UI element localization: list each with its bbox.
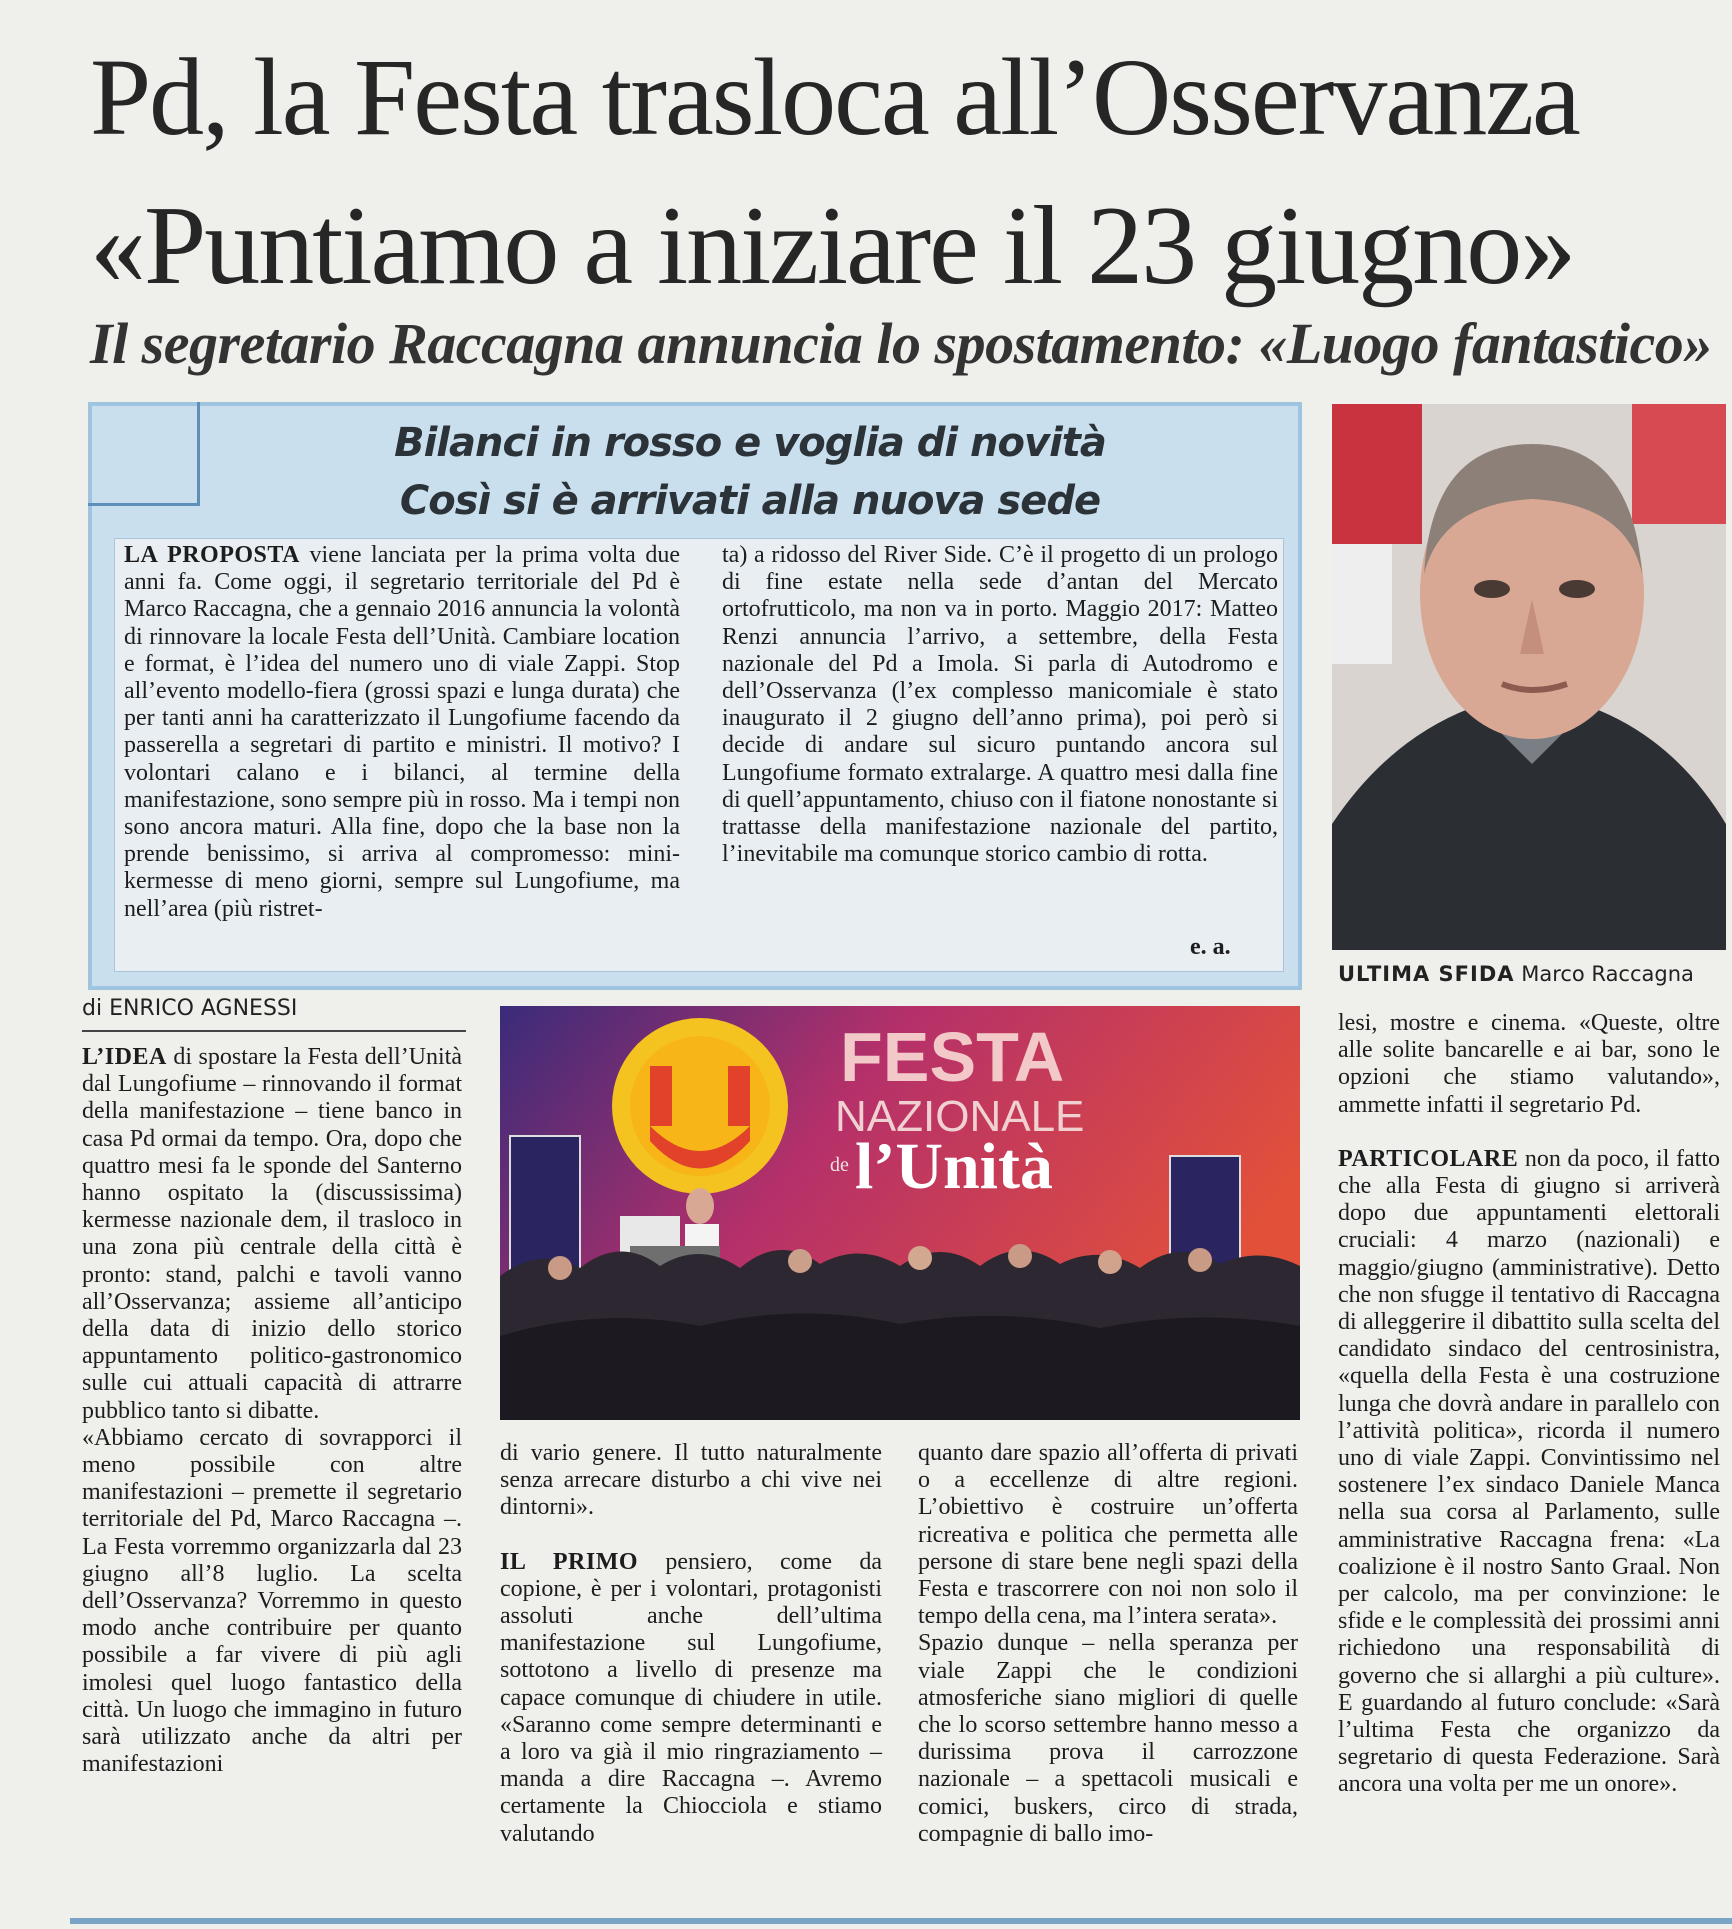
- paragraph-text: di spostare la Festa dell’Unità dal Lungofiume – rinnovando il format della manifestazione – tiene banco in casa Pd ormai da tempo. Ora, dopo che quattro mesi fa le sponde del Santerno hanno ospitato la (discussissima) kermesse nazionale dem, il trasloco in una zona più centrale della città è pronto: stand, palchi e tavoli vanno all’Osservanza; assieme all’anticipo della data di inizio dello storico appuntamento politico-gastronomico sulle cui attuali capacità di attrarre pubblico tanto si dibatte.: [82, 1044, 462, 1424]
- article-column-a: [82, 1044, 462, 1778]
- box-title-line-2: Così si è arrivati alla nuova sede: [399, 478, 1101, 524]
- box-title-line-1: Bilanci in rosso e voglia di novità: [394, 420, 1106, 466]
- lead-word: L’IDEA: [82, 1044, 167, 1070]
- paragraph-text: non da poco, il fatto che alla Festa di giugno si arriverà dopo due appuntamenti elettorali cruciali: 4 marzo (nazionali) e maggio/giugno (amministrative). Detto che non sfugge il tentativo di Raccagna di alleggerire il dibattito sulla scelta del candidato sindaco del centrosinistra, «quella della Festa è una costruzione lunga che dovrà andare in parallelo con l’attività politica», ricorda il numero uno di viale Zappi. Convintissimo nel sostenere l’ex sindaco Daniele Manca nella sua corsa al Parlamento, sulle amministrative Raccagna frena: «La coalizione è il nostro Santo Graal. Non per calcolo, ma per convinzione: le sfide e le complessità dei prossimi anni richiedono una responsabilità di governo che si allarghi a più culture». E guardando al futuro conclude: «Sarà l’ultima Festa che organizzo da segretario di questa Federazione. Sarà ancora una volta per me un onore».: [1338, 1145, 1720, 1798]
- article-column-d: [1338, 1010, 1720, 1799]
- photo-sign-de: de: [830, 1154, 849, 1176]
- paragraph-text: pensiero, come da copione, è per i volontari, protagonisti assoluti anche dell’ultima manifestazione sul Lungofiume, sottotono a livello di presenze ma capace comunque di chiudere in utile. «Saranno come sempre determinanti e a loro va già il mio ringraziamento – manda a dire Raccagna –. Avremo certamente la Chiocciola e stiamo valutando: [500, 1548, 882, 1847]
- paragraph: [82, 1044, 462, 1425]
- box-signature: e. a.: [1190, 934, 1231, 960]
- byline: di ENRICO AGNESSI: [82, 996, 298, 1021]
- paragraph: «Abbiamo cercato di sovrapporci il meno possibile con altre manifestazioni – premette il segretario territoriale del Pd, Marco Raccagna –. La Festa vorremmo organizzarla dal 23 giugno all’8 luglio. La scelta dell’Osservanza? Vorremmo in questo modo anche contribuire per quanto possibile a far vivere di più agli imolesi quel luogo fantastico della città. Un luogo che immagino in futuro sarà utilizzato anche da altri per manifestazioni: [82, 1424, 462, 1778]
- byline-rule: [82, 1030, 466, 1032]
- headline-line-2: «Puntiamo a iniziare il 23 giugno»: [90, 184, 1575, 308]
- photo-sign-nazionale: NAZIONALE: [835, 1092, 1085, 1141]
- paragraph: [500, 1549, 882, 1848]
- headline-line-1: Pd, la Festa trasloca all’Osservanza: [90, 36, 1579, 158]
- box-lead-word: LA PROPOSTA: [124, 542, 300, 568]
- box-column-2: ta) a ridosso del River Side. C’è il progetto di un prologo di fine estate nella sede d’antan del Mercato ortofrutticolo, ma non va in porto. Maggio 2017: Matteo Renzi annuncia l’arrivo, a settembre, della Festa nazionale del Pd a Imola. Si parla di Autodromo e dell’Osservanza (l’ex complesso manicomiale è stato inaugurato il 2 giugno dell’anno prima), poi però si decide di andare sul sicuro puntando ancora sul Lungofiume formato extralarge. A quattro mesi dalla fine di quell’appuntamento, chiuso con il fiatone nonostante si trattasse della manifestazione nazionale del partito, l’inevitabile ma comunque storico cambio di rotta.: [722, 542, 1278, 868]
- lead-word: IL PRIMO: [500, 1548, 639, 1575]
- paragraph: [1338, 1146, 1720, 1799]
- caption-name: Marco Raccagna: [1514, 962, 1694, 986]
- box-column-1: [124, 542, 680, 923]
- paragraph-gap: [500, 1522, 882, 1549]
- photo-sign-festa: FESTA: [840, 1018, 1065, 1096]
- box-column-1-text: viene lanciata per la prima volta due anni fa. Come oggi, il segretario territoriale del Pd è Marco Raccagna, che a gennaio 2016 annuncia la volontà di rinnovare la locale Festa dell’Unità. Cambiare location e format, è l’idea del numero uno di viale Zappi. Stop all’evento modello-fiera (grossi spazi e lunga durata) che per tanti anni ha caratterizzato il Lungofiume facendo da passerella a segretari di partito e ministri. Il motivo? I volontari calano e i bilanci, al termine della manifestazione, sono sempre più in rosso. Ma i tempi non sono ancora maturi. Alla fine, dopo che la base non la prende benissimo, si arriva al compromesso: mini-kermesse di meno giorni, sempre sul Lungofiume, ma nell’area (più ristret-: [124, 542, 680, 922]
- photo-sign-unita: l’Unità: [855, 1130, 1053, 1203]
- article-column-c: [918, 1440, 1298, 1848]
- paragraph: di vario genere. Il tutto naturalmente senza arrecare disturbo a chi vive nei dintorni».: [500, 1440, 882, 1521]
- caption-lead: ULTIMA SFIDA: [1338, 962, 1515, 986]
- article-column-b: [500, 1440, 882, 1848]
- portrait-caption: [1338, 962, 1694, 986]
- lead-word: PARTICOLARE: [1338, 1145, 1519, 1172]
- event-photo: [500, 1006, 1300, 1420]
- bottom-rule: [70, 1918, 1732, 1924]
- paragraph: lesi, mostre e cinema. «Queste, oltre alle solite bancarelle e ai bar, sono le opzioni che stiamo valutando», ammette infatti il segretario Pd.: [1338, 1010, 1720, 1118]
- portrait-photo: [1332, 404, 1726, 950]
- paragraph: Spazio dunque – nella speranza per viale Zappi che le condizioni atmosferiche siano migliori di quelle che lo scorso settembre hanno messo a durissima prova il carrozzone nazionale – a spettacoli musicali e comici, buskers, circo di strada, compagnie di ballo imo-: [918, 1630, 1298, 1847]
- subheadline: Il segretario Raccagna annuncia lo spostamento: «Luogo fantastico»: [90, 311, 1712, 376]
- paragraph-gap: [1338, 1119, 1720, 1146]
- paragraph: quanto dare spazio all’offerta di privati o a eccellenze di altre regioni. L’obiettivo è costruire un’offerta ricreativa e politica che permetta alle persone di stare bene negli spazi della Festa e trascorrere con noi non solo il tempo della cena, ma l’intera serata».: [918, 1440, 1298, 1630]
- box-corner-decoration: [88, 402, 200, 506]
